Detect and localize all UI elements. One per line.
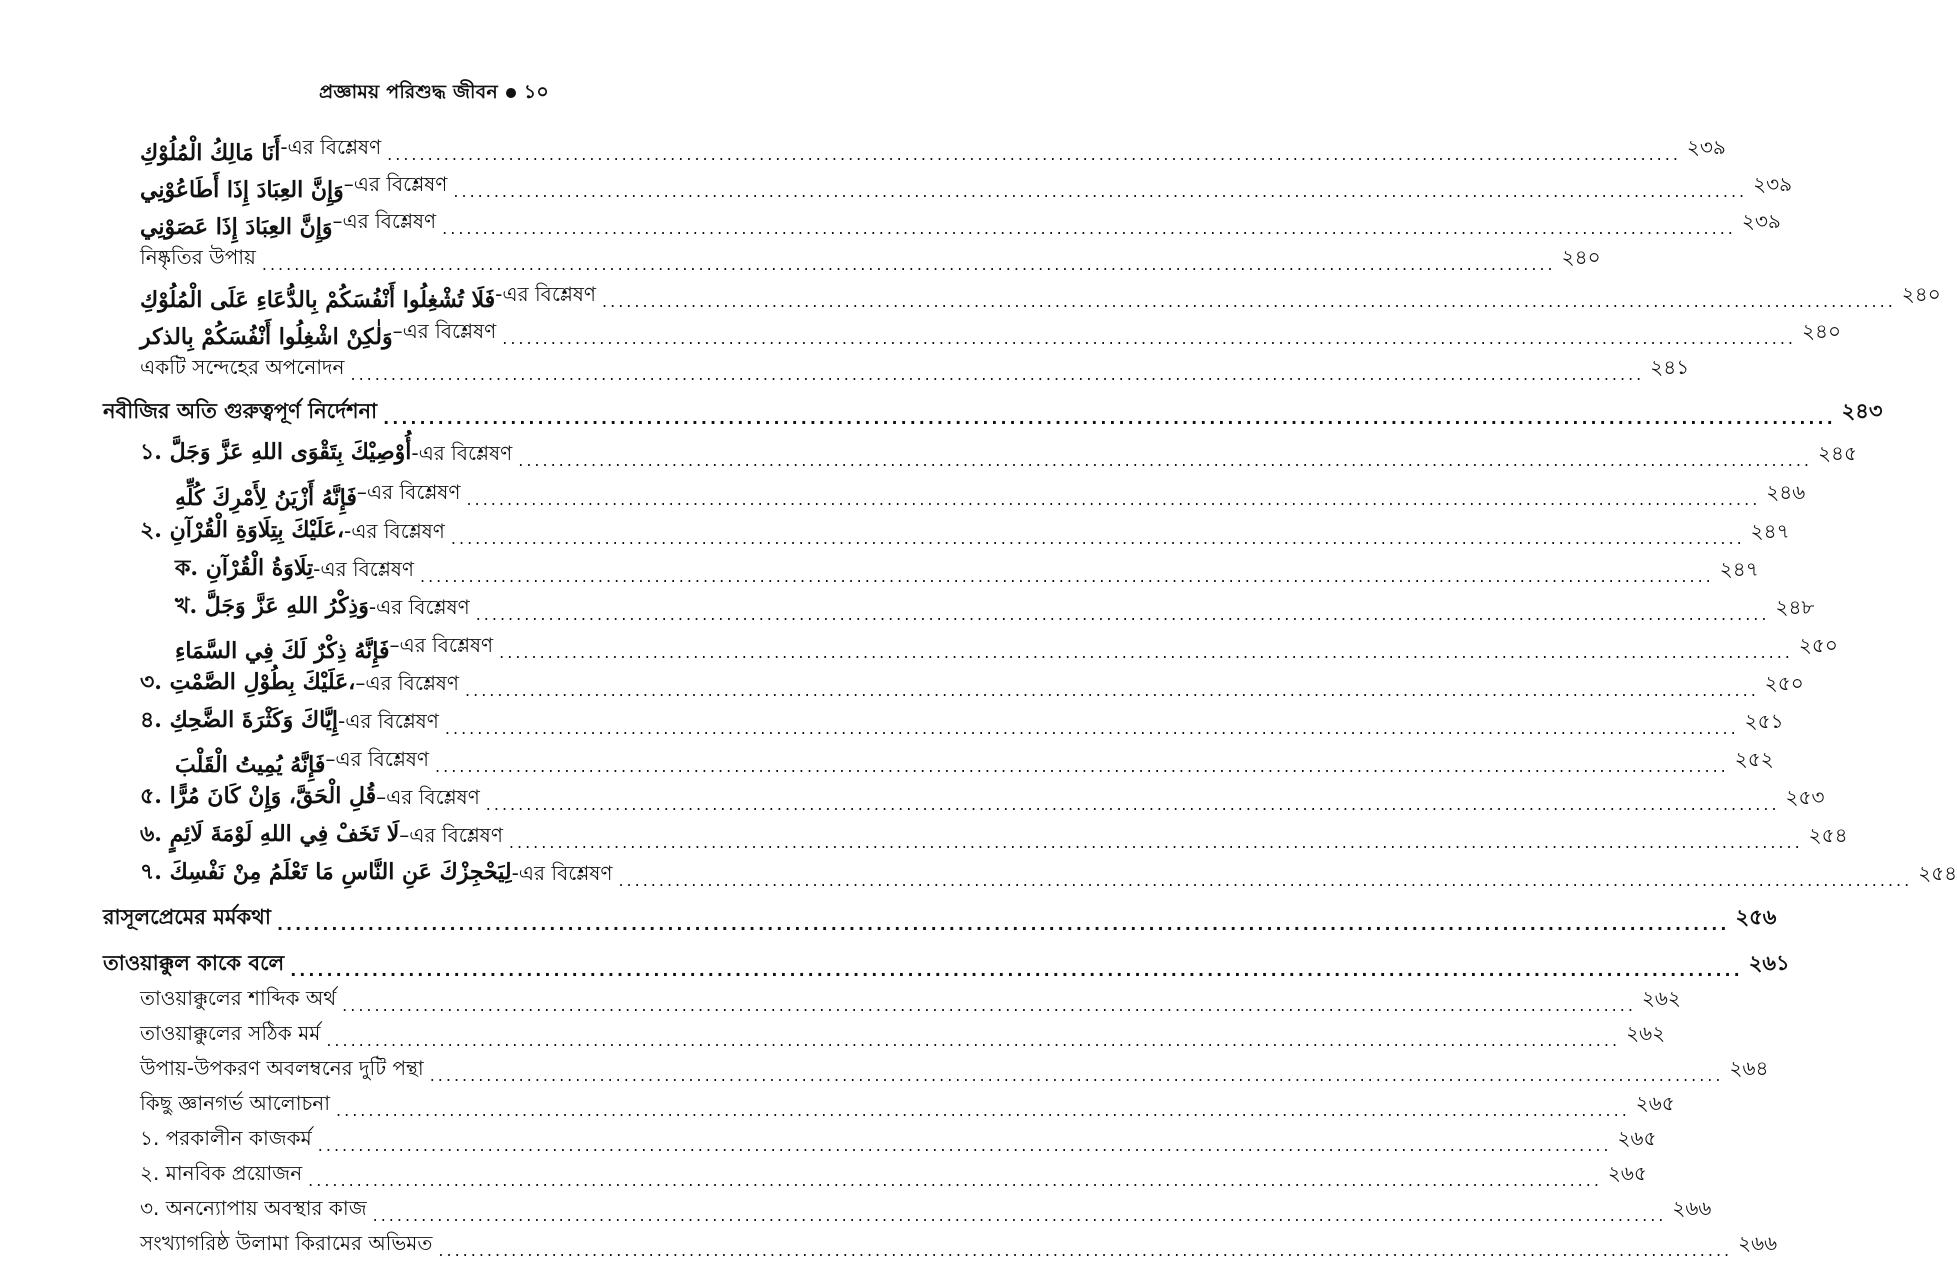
entry-title: -এর বিশ্লেষণ xyxy=(368,595,470,619)
entry-page-number: ২৪৩ xyxy=(1841,399,1883,423)
entry-title: –এর বিশ্লেষণ xyxy=(332,209,437,233)
dot-leader: ................................................................................................................................................................ xyxy=(420,567,1714,586)
entry-page-number: ২৩৯ xyxy=(1686,135,1726,159)
dot-leader: ................................................................................................................................................................ xyxy=(290,961,1743,980)
dot-leader: ................................................................................................................................................................ xyxy=(429,1066,1724,1085)
dot-leader: ................................................................................................................................................................ xyxy=(499,643,1793,662)
toc-entry xyxy=(0,632,1838,668)
entry-page-number: ২৪৫ xyxy=(1817,441,1857,465)
toc-entry xyxy=(0,281,1941,317)
entry-page-number: ২৫৬ xyxy=(1735,905,1777,929)
toc-entry xyxy=(0,859,1957,896)
entry-arabic-phrase: فَلَا تُشْغِلُوا أَنْفُسَكُمْ بِالدُّعَاءِ عَلَى الْمُلُوْكِ xyxy=(140,287,496,313)
entry-title: –এর বিশ্লেষণ xyxy=(376,785,480,809)
entry-title: একটি সন্দেহের অপনোদন xyxy=(140,355,345,379)
header-page-number: ১০ xyxy=(523,81,549,103)
entry-arabic-phrase: ১. أُوْصِيْكَ بِتَقْوَى اللهِ عَزَّ وَجَلَّ xyxy=(140,439,412,465)
toc-entry xyxy=(0,950,1790,986)
toc-entry xyxy=(0,1090,1675,1126)
dot-leader: ................................................................................................................................................................ xyxy=(261,255,1556,274)
toc-entry xyxy=(0,746,1774,782)
entry-title: তাওয়াক্কুলের সঠিক মর্ম xyxy=(140,1021,321,1045)
entry-page-number: ২৫২ xyxy=(1734,747,1774,771)
toc-entry xyxy=(0,821,1848,858)
entry-page-number: ২৬৫ xyxy=(1617,1126,1657,1150)
dot-leader: ................................................................................................................................................................ xyxy=(435,757,1729,776)
entry-page-number: ২৪০ xyxy=(1801,319,1841,343)
toc-entry xyxy=(0,244,1601,280)
toc-entry xyxy=(0,398,1883,434)
toc-entry xyxy=(0,318,1841,354)
dot-leader: ................................................................................................................................................................ xyxy=(466,490,1761,509)
dot-leader: ................................................................................................................................................................ xyxy=(383,409,1836,428)
entry-page-number: ২৫৪ xyxy=(1918,861,1957,885)
entry-title: –এর বিশ্লেষণ xyxy=(389,633,494,657)
entry-title: –এর বিশ্লেষণ xyxy=(355,671,460,695)
dot-leader: ................................................................................................................................................................ xyxy=(342,996,1636,1015)
entry-arabic-phrase: ৬. لَا تَخَفْ فِي اللهِ لَوْمَةَ لَائِمٍ xyxy=(140,821,400,847)
entry-arabic-phrase: أَنَا مَالِكُ الْمُلُوْكِ xyxy=(140,140,281,166)
toc-entry xyxy=(0,985,1681,1021)
dot-leader: ................................................................................................................................................................ xyxy=(485,795,1780,814)
dot-leader: ................................................................................................................................................................ xyxy=(444,719,1739,738)
dot-leader: ................................................................................................................................................................ xyxy=(326,1031,1621,1050)
entry-page-number: ২৬৫ xyxy=(1607,1161,1647,1185)
running-header xyxy=(0,78,868,110)
dot-leader: ................................................................................................................................................................ xyxy=(372,1206,1667,1225)
toc-entry xyxy=(0,479,1806,515)
dot-leader: ................................................................................................................................................................ xyxy=(465,681,1759,700)
toc-entry xyxy=(0,593,1815,630)
toc-entry xyxy=(0,1195,1712,1231)
entry-arabic-phrase: ২. عَلَيْكَ بِتِلَاوَةِ الْقُرْآنِ، xyxy=(140,517,345,543)
entry-arabic-phrase: ৭. لِيَحْجِزْكَ عَنِ النَّاسِ مَا تَعْلَمُ مِنْ نَفْسِكَ xyxy=(140,859,512,885)
entry-title: ৩. অনন্যোপায় অবস্থার কাজ xyxy=(140,1196,367,1220)
dot-leader: ................................................................................................................................................................ xyxy=(276,915,1730,934)
dot-leader: ................................................................................................................................................................ xyxy=(450,529,1745,548)
entry-page-number: ২৪৮ xyxy=(1775,595,1815,619)
entry-page-number: ২৬৪ xyxy=(1729,1056,1769,1080)
entry-arabic-phrase: ৩. عَلَيْكَ بِطُوْلِ الصَّمْتِ، xyxy=(140,669,356,695)
toc-entry xyxy=(0,208,1781,244)
entry-page-number: ২৫০ xyxy=(1764,671,1804,695)
entry-page-number: ২৪৬ xyxy=(1766,480,1806,504)
entry-page-number: ২৪৭ xyxy=(1750,519,1790,543)
entry-title: -এর বিশ্লেষণ xyxy=(411,441,513,465)
entry-title: –এর বিশ্লেষণ xyxy=(325,747,430,771)
dot-leader: ................................................................................................................................................................ xyxy=(442,219,1736,238)
toc-entry xyxy=(0,904,1777,940)
bullet-dot-icon xyxy=(506,88,516,98)
toc-entry xyxy=(0,1125,1657,1161)
toc-entry xyxy=(0,1230,1778,1266)
toc-entry xyxy=(0,783,1825,820)
entry-page-number: ২৪৭ xyxy=(1719,557,1759,581)
entry-title: -এর বিশ্লেষণ xyxy=(338,709,439,733)
toc-entry xyxy=(0,555,1759,592)
toc-entry xyxy=(0,354,1690,390)
entry-page-number: ২৩৯ xyxy=(1753,172,1793,196)
entry-arabic-phrase: ক. تِلَاوَةُ الْقُرْآنِ xyxy=(175,555,314,581)
toc-entry xyxy=(0,171,1793,207)
entry-page-number: ২৬২ xyxy=(1626,1021,1666,1045)
dot-leader: ................................................................................................................................................................ xyxy=(317,1136,1612,1155)
entry-arabic-phrase: ৫. قُلِ الْحَقَّ، وَإِنْ كَانَ مُرًّا xyxy=(140,783,377,809)
entry-title: উপায়-উপকরণ অবলম্বনের দুটি পন্থা xyxy=(140,1056,424,1080)
entry-title: -এর বিশ্লেষণ xyxy=(511,861,613,885)
entry-title: তাওয়াক্কুলের শাব্দিক অর্থ xyxy=(140,986,337,1010)
dot-leader: ................................................................................................................................................................ xyxy=(518,451,1812,470)
entry-page-number: ২৫১ xyxy=(1744,709,1784,733)
entry-page-number: ২৪০ xyxy=(1561,245,1601,269)
dot-leader: ................................................................................................................................................................ xyxy=(438,1241,1733,1260)
entry-title: তাওয়াক্কুল কাকে বলে xyxy=(103,951,285,975)
entry-page-number: ২৬৬ xyxy=(1738,1231,1778,1255)
entry-arabic-phrase: فَإِنَّهُ ذِكْرٌ لَكَ فِي السَّمَاءِ xyxy=(175,638,390,664)
entry-title: ১. পরকালীন কাজকর্ম xyxy=(140,1126,312,1150)
toc-entry xyxy=(0,134,1726,170)
entry-title: নিষ্কৃতির উপায় xyxy=(140,245,256,269)
book-title: প্রজ্ঞাময় পরিশুদ্ধ জীবন xyxy=(319,81,498,103)
dot-leader: ................................................................................................................................................................ xyxy=(350,365,1645,384)
toc-entry xyxy=(0,1020,1666,1056)
dot-leader: ................................................................................................................................................................ xyxy=(508,833,1803,852)
entry-page-number: ২৫৩ xyxy=(1785,785,1825,809)
dot-leader: ................................................................................................................................................................ xyxy=(308,1171,1602,1190)
dot-leader: ................................................................................................................................................................ xyxy=(453,182,1748,201)
entry-arabic-phrase: وَإِنَّ العِبَادَ إِذَا أَطَاعُوْنِي xyxy=(140,177,344,203)
entry-page-number: ২৬১ xyxy=(1748,951,1790,975)
dot-leader: ................................................................................................................................................................ xyxy=(387,145,1681,164)
entry-page-number: ২৬৬ xyxy=(1672,1196,1712,1220)
entry-title: –এর বিশ্লেষণ xyxy=(343,172,448,196)
entry-title: -এর বিশ্লেষণ xyxy=(495,282,597,306)
toc-entry xyxy=(0,517,1790,554)
entry-page-number: ২৬২ xyxy=(1641,986,1681,1010)
toc-entry xyxy=(0,707,1784,744)
dot-leader: ................................................................................................................................................................ xyxy=(618,871,1913,890)
entry-arabic-phrase: وَلٰكِنْ اشْغِلُوا أَنْفُسَكُمْ بِالذكر xyxy=(140,324,393,350)
entry-title: কিছু জ্ঞানগর্ভ আলোচনা xyxy=(140,1091,331,1115)
entry-arabic-phrase: وَإِنَّ العِبَادَ إِذَا عَصَوْنِي xyxy=(140,214,333,240)
entry-title: –এর বিশ্লেষণ xyxy=(392,319,497,343)
toc-entry xyxy=(0,1160,1647,1196)
entry-arabic-phrase: খ. وَذِكْرُ اللهِ عَزَّ وَجَلَّ xyxy=(175,593,369,619)
entry-title: নবীজির অতি গুরুত্বপূর্ণ নির্দেশনা xyxy=(103,399,378,423)
entry-page-number: ২৫৪ xyxy=(1808,823,1848,847)
entry-title: সংখ্যাগরিষ্ঠ উলামা কিরামের অভিমত xyxy=(140,1231,433,1255)
dot-leader: ................................................................................................................................................................ xyxy=(336,1101,1630,1120)
entry-title: -এর বিশ্লেষণ xyxy=(280,135,382,159)
toc-entry xyxy=(0,669,1804,706)
entry-arabic-phrase: ৪. إِيَّاكَ وَكَثْرَةَ الضَّحِكِ xyxy=(140,707,339,733)
entry-arabic-phrase: فَإِنَّهُ يُمِيتُ الْقَلْبَ xyxy=(175,752,326,778)
toc-entry xyxy=(0,1055,1769,1091)
entry-title: -এর বিশ্লেষণ xyxy=(313,557,414,581)
entry-page-number: ২৩৯ xyxy=(1741,209,1781,233)
entry-page-number: ২৪১ xyxy=(1650,355,1690,379)
entry-title: ২. মানবিক প্রয়োজন xyxy=(140,1161,303,1185)
entry-title: রাসূলপ্রেমের মর্মকথা xyxy=(103,905,271,929)
entry-title: –এর বিশ্লেষণ xyxy=(356,480,461,504)
entry-title: -এর বিশ্লেষণ xyxy=(344,519,445,543)
entry-title: –এর বিশ্লেষণ xyxy=(399,823,503,847)
entry-arabic-phrase: فَإِنَّهُ أَزْيَنُ لِأَمْرِكَ كُلِّهِ xyxy=(175,485,357,511)
dot-leader: ................................................................................................................................................................ xyxy=(475,605,1770,624)
entry-page-number: ২৪০ xyxy=(1901,282,1941,306)
dot-leader: ................................................................................................................................................................ xyxy=(502,329,1796,348)
entry-page-number: ২৬৫ xyxy=(1635,1091,1675,1115)
entry-page-number: ২৫০ xyxy=(1798,633,1838,657)
dot-leader: ................................................................................................................................................................ xyxy=(602,292,1896,311)
toc-entry xyxy=(0,439,1857,476)
